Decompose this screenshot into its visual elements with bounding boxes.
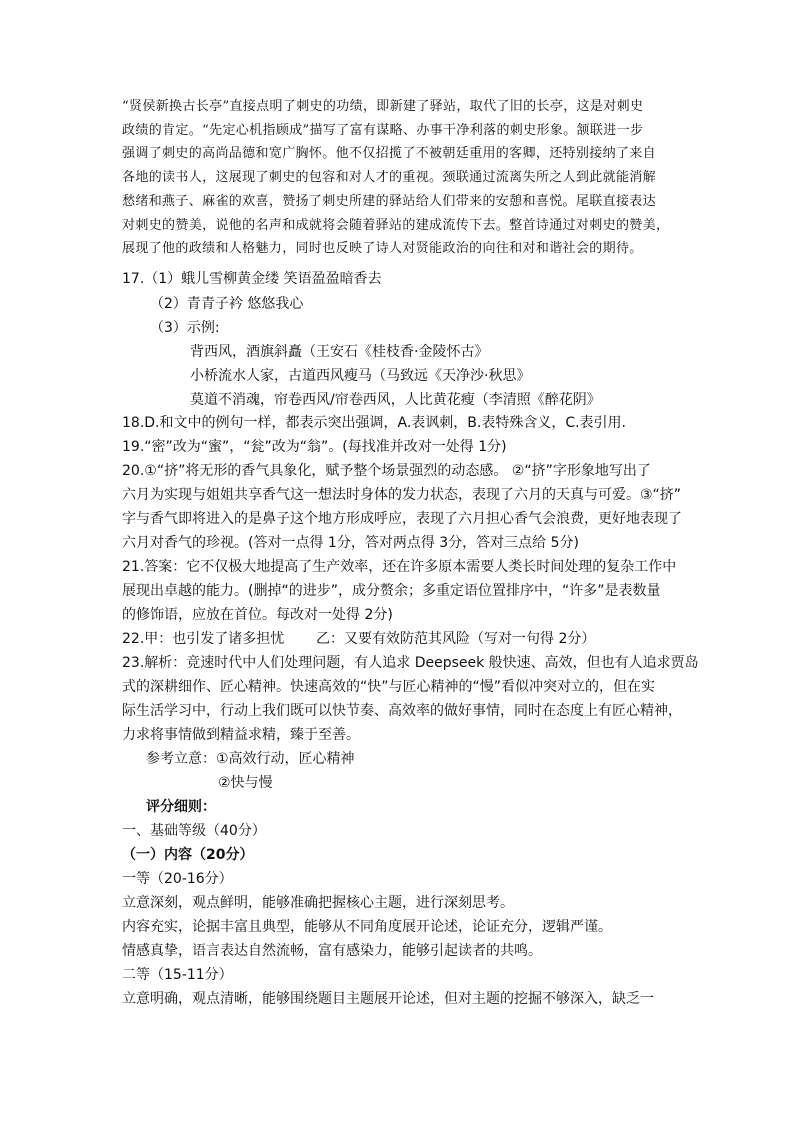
grade-1-item: 情感真挚，语言表达自然流畅，富有感染力，能够引起读者的共鸣。 [122,943,542,959]
text-line: 强调了刺史的高尚品德和宽广胸怀。他不仅招揽了不被朝廷重用的客卿，还特别接纳了来自 [122,146,657,162]
q21-line-2: 展现出卓越的能力。(删掉“的进步”，成分赘余；多重定语位置排序中，“许多”是表数量 [122,583,661,599]
grade-1-item: 立意深刻，观点鲜明，能够准确把握核心主题，进行深刻思考。 [122,895,514,911]
q19-answer: 19.“密”改为“蜜”，“瓮”改为“翁”。(每找准并改对一处得 1分) [122,439,507,455]
scoring-title: 评分细则： [146,799,216,815]
q20-line-1: 20.①“挤”将无形的香气具象化，赋予整个场景强烈的动态感。 ②“挤”字形象地写出了 [122,463,651,479]
q17-example-3: 莫道不消魂，帘卷西风/帘卷西风，人比黄花瘦（李清照《醉花阴》 [190,392,601,408]
q20-line-2: 六月为实现与姐姐共享香气这一想法时身体的发力状态，表现了六月的天真与可爱。③“挤” [122,487,682,503]
q18-answer: 18.D.和文中的例句一样，都表示突出强调，A.表讽刺，B.表特殊含义，C.表引用. [122,415,627,431]
q21-line-1: 21.答案：它不仅极大地提高了生产效率，还在许多原本需要人类长时间处理的复杂工作中 [122,559,677,575]
q17-line-2: （2）青青子衿 悠悠我心 [150,296,304,312]
text-line: 各地的读书人，这展现了刺史的包容和对人才的重视。颈联通过流离失所之人到此就能消解 [122,170,657,186]
grade-1-heading: 一等（20-16分） [122,871,233,887]
reference-idea-1: 参考立意：①高效行动，匠心精神 [146,751,355,767]
text-line: 展现了他的政绩和人格魅力，同时也反映了诗人对贤能政治的向往和对和谐社会的期待。 [122,241,643,257]
reference-idea-2: ②快与慢 [218,775,273,791]
q23-line-1: 23.解析：竞速时代中人们处理问题，有人追求 Deepseek 般快速、高效，但也有人追求贾岛 [122,655,699,671]
q23-line-4: 力求将事情做到精益求精，臻于至善。 [122,727,360,743]
q17-example-1: 背西风，酒旗斜矗（王安石《桂枝香·金陵怀古》 [190,344,489,360]
grade-1-item: 内容充实，论据丰富且典型，能够从不同角度展开论述，论证充分，逻辑严谨。 [122,919,612,935]
q17-line-1: 17.（1）蛾儿雪柳黄金缕 笑语盈盈暗香去 [122,271,382,287]
poem-analysis-paragraph [122,95,694,261]
q23-line-3: 际生活学习中，行动上我们既可以快节奏、高效率的做好事情，同时在态度上有匠心精神， [122,703,682,719]
q17-line-3: （3）示例: [150,320,220,336]
text-line: “贤侯新换古长亭”直接点明了刺史的功绩，即新建了驿站，取代了旧的长亭，这是对刺史 [122,99,644,114]
scoring-level-1: 一、基础等级（40分） [122,823,266,839]
grade-2-item: 立意明确，观点清晰，能够围绕题目主题展开论述，但对主题的挖掘不够深入，缺乏一 [122,991,654,1007]
q22-answer-a: 22.甲：也引发了诸多担忧 [122,631,285,647]
q20-line-3: 字与香气即将进入的是鼻子这个地方形成呼应，表现了六月担心香气会浪费，更好地表现了 [122,511,682,527]
q21-line-3: 的修饰语，应放在首位。每改对一处得 2分) [122,607,393,623]
text-line: 对刺史的赞美，说他的名声和成就将会随着驿站的建成流传下去。整首诗通过对刺史的赞美， [122,217,670,233]
q22-answer-b: 乙：又要有效防范其风险（写对一句得 2分） [316,631,596,647]
q20-line-4: 六月对香气的珍视。(答对一点得 1分，答对两点得 3分，答对三点给 5分) [122,535,579,551]
grade-2-heading: 二等（15-11分） [122,967,233,983]
scoring-content-heading: （一）内容（20分） [122,847,254,863]
text-line: 政绩的肯定。“先定心机指顾成”描写了富有谋略、办事干净利落的刺史形象。颔联进一步 [122,122,644,138]
text-line: 愁绪和燕子、麻雀的欢喜，赞扬了刺史所建的驿站给人们带来的安憩和喜悦。尾联直接表达 [122,193,657,209]
q17-example-2: 小桥流水人家，古道西风瘦马（马致远《天净沙·秋思》 [190,368,531,384]
q23-line-2: 式的深耕细作、匠心精神。快速高效的“快”与匠心精神的“慢”看似冲突对立的，但在实 [122,679,656,695]
